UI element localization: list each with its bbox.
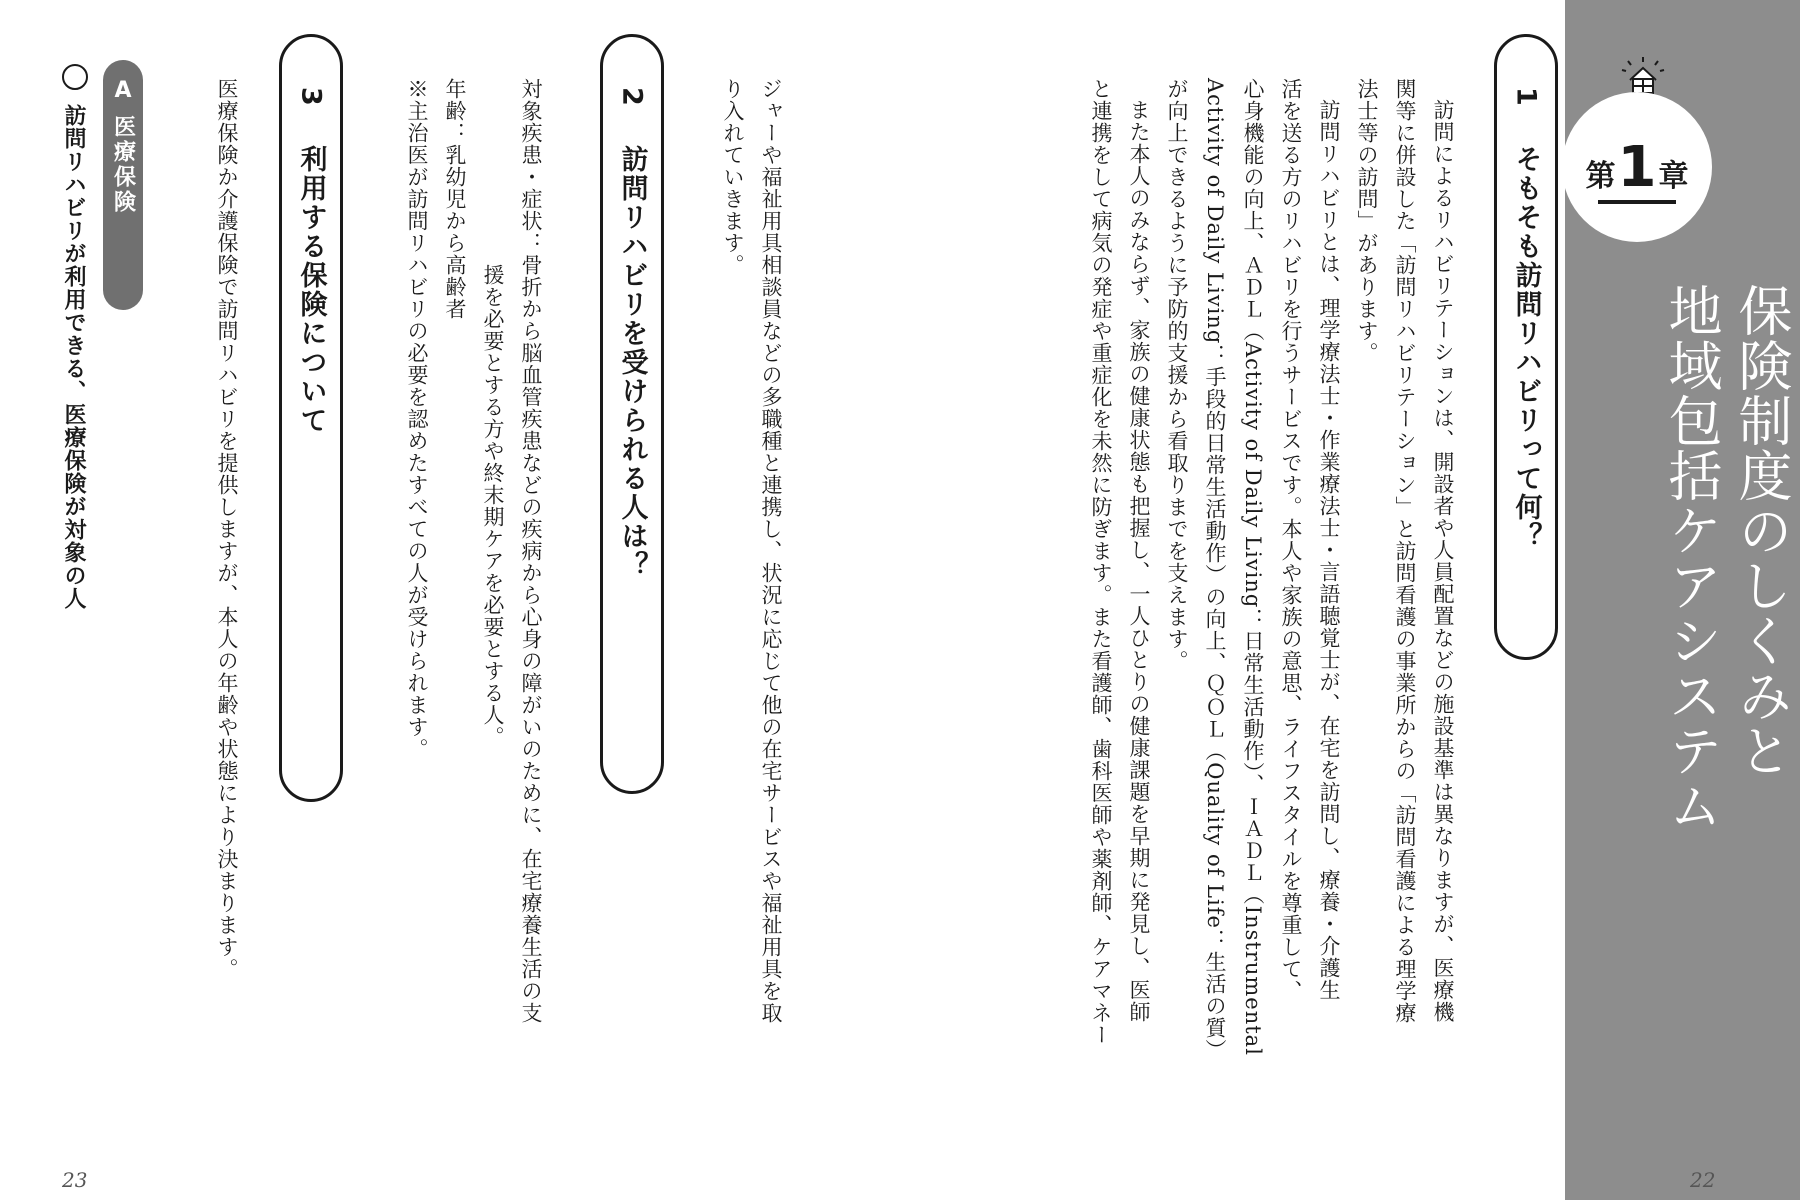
body-line: ジャーや福祉用具相談員などの多職種と連携し、状況に応じて他の在宅サービスや福祉用具を取: [759, 78, 783, 1024]
section-2-title: 訪問リハビリを受けられる人は？: [616, 145, 648, 581]
section-2-number: 2: [616, 87, 648, 108]
page-right: [900, 0, 1800, 1200]
body-line: 活を送る方のリハビリを行うサービスです。本人や家族の意思、ライフスタイルを尊重して、: [1279, 78, 1303, 1002]
subsection-a-label: [103, 60, 143, 310]
section-2-text: [380, 78, 550, 1158]
circle-bullet-icon: [62, 64, 88, 90]
body-line: Activity of Daily Living：手段的日常生活動作）の向上、ＱＯＬ（Quality of Life：生活の質）: [1203, 78, 1227, 1061]
body-line: ※主治医が訪問リハビリの必要を認めたすべての人が受けられます。: [405, 78, 429, 760]
section-1-number: 1: [1510, 87, 1542, 108]
chapter-badge: [1562, 92, 1712, 242]
body-line: また本人のみならず、家族の健康状態も把握し、一人ひとりの健康課題を早期に発見し、医師: [1127, 99, 1151, 1023]
section-3-title: 利用する保険について: [295, 145, 327, 436]
section-3-number: 3: [295, 87, 327, 108]
section-3-text: [196, 78, 246, 1158]
section-1-heading: [1494, 34, 1558, 660]
body-line: 心身機能の向上、ＡＤＬ（Activity of Daily Living：日常生活動作）、ＩＡＤＬ（Instrumental: [1241, 78, 1265, 1056]
chapter-title-line-2: 地域包括ケアシステム: [1660, 283, 1723, 833]
house-icon: [1620, 56, 1666, 96]
subsection-a-heading: 訪問リハビリが利用できる、医療保険が対象の人: [61, 104, 86, 610]
subsection-a-text: 医療保険: [110, 115, 136, 215]
body-line: 訪問によるリハビリテーションは、開設者や人員配置などの施設基準は異なりますが、医療機: [1431, 99, 1455, 1023]
chapter-badge-suffix: 章: [1658, 158, 1689, 194]
continued-text: [700, 78, 790, 1158]
section-1-title: そもそも訪問リハビリって何？: [1510, 145, 1542, 552]
chapter-title-line-1: 保険制度のしくみと: [1730, 283, 1793, 778]
body-line: と連携をして病気の発症や重症化を未然に防ぎます。また看護師、歯科医師や薬剤師、ケアマネー: [1089, 78, 1113, 1046]
body-line: が向上できるように予防的支援から看取りまでを支えます。: [1165, 78, 1189, 672]
page-number-left: 23: [62, 1168, 88, 1192]
section-2-heading: [600, 34, 664, 794]
right-body-text: [982, 78, 1462, 1158]
body-line: 関等に併設した「訪問リハビリテーション」と訪問看護の事業所からの「訪問看護による理学療: [1393, 78, 1417, 1024]
body-line: 訪問リハビリとは、理学療法士・作業療法士・言語聴覚士が、在宅を訪問し、療養・介護生: [1317, 99, 1341, 1001]
chapter-badge-number: 1: [1617, 134, 1657, 200]
body-line: 援を必要とする方や終末期ケアを必要とする人。: [481, 264, 505, 748]
body-line: 医療保険か介護保険で訪問リハビリを提供しますが、本人の年齢や状態により決まります。: [215, 78, 239, 980]
page-number-right: 22: [1690, 1168, 1716, 1192]
body-line: 年齢：乳幼児から高齢者: [443, 78, 467, 320]
body-line: り入れていきます。: [721, 78, 745, 276]
chapter-title: [1656, 283, 1796, 833]
body-line: 法士等の訪問」があります。: [1355, 78, 1379, 364]
badge-underline: [1598, 200, 1676, 204]
body-line: 対象疾患・症状：骨折から脳血管疾患などの疾病から心身の障がいのために、在宅療養生活の支: [519, 78, 543, 1024]
chapter-badge-prefix: 第: [1585, 158, 1616, 194]
section-3-heading: [279, 34, 343, 802]
subsection-a-letter: A: [114, 78, 132, 103]
